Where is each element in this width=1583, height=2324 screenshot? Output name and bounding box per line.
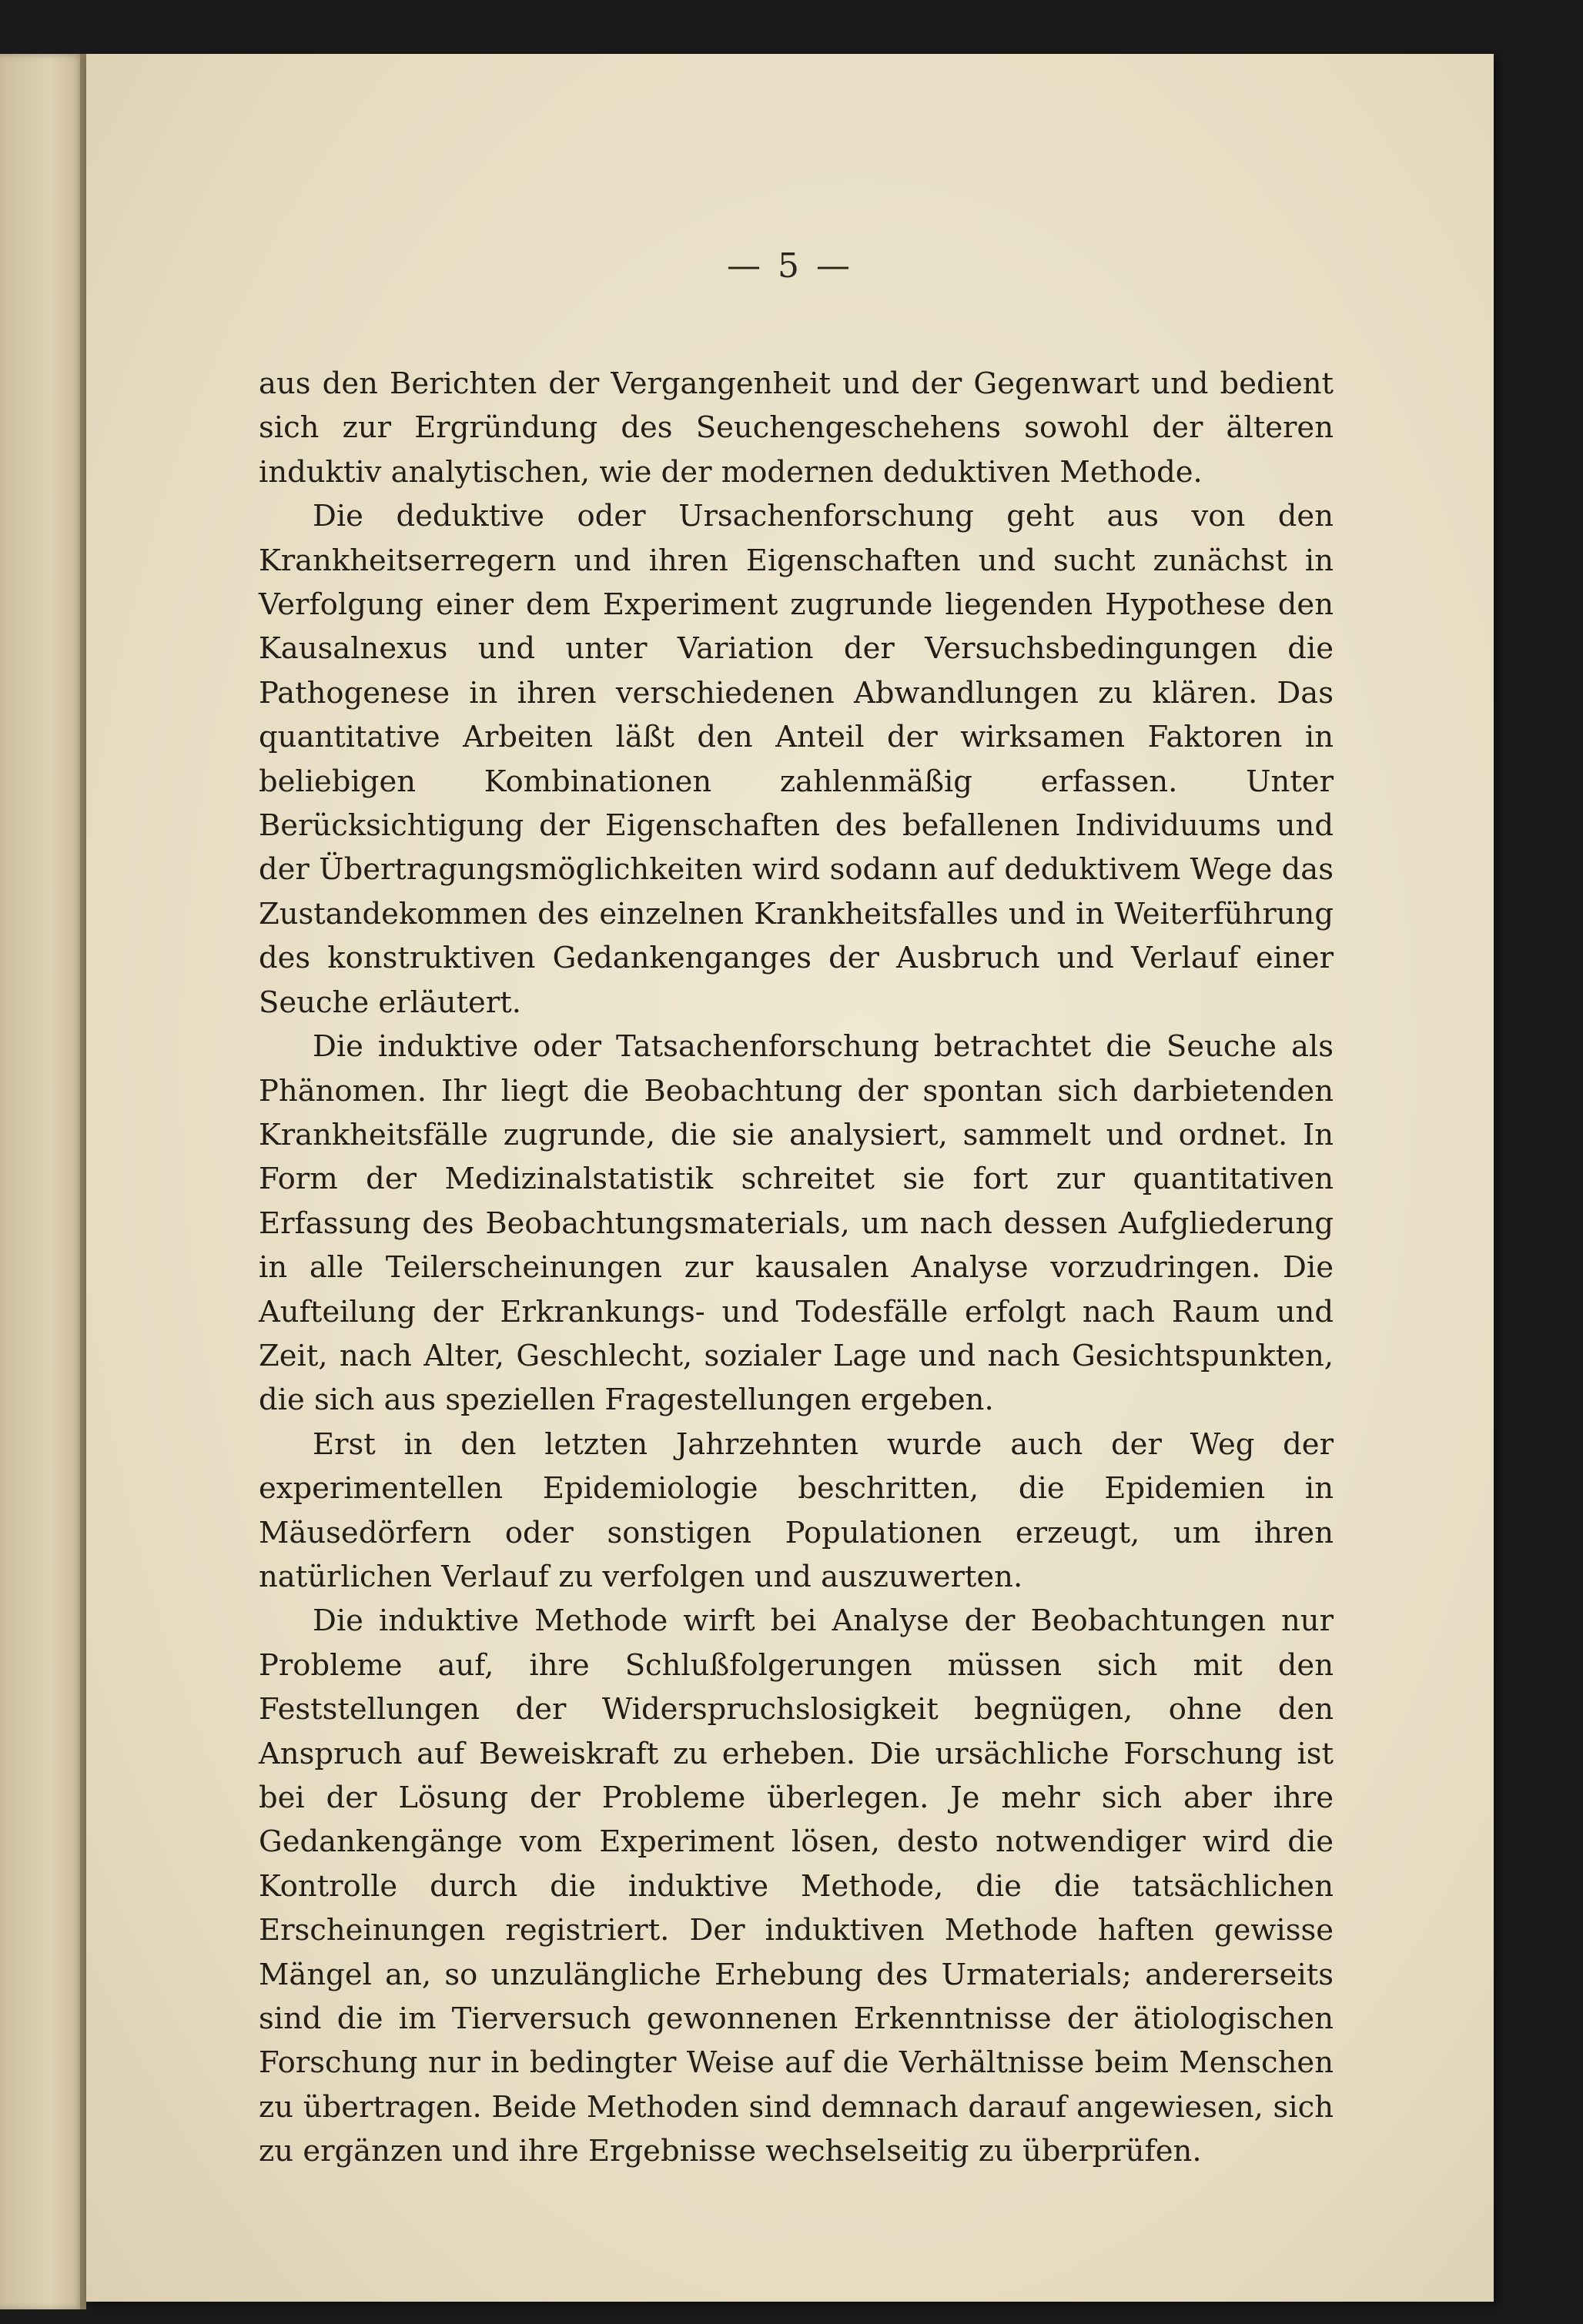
previous-page-edge xyxy=(0,54,85,2309)
book-page xyxy=(86,54,1494,2302)
body-text xyxy=(259,362,1334,2174)
page-number: — 5 — xyxy=(727,246,853,286)
paragraph-4: Erst in den letzten Jahrzehnten wurde auch der Weg der experimentellen Epidemiologie beschritten, die Epidemien in Mäusedörfern oder sonstigen Populationen erzeugt, um ihren natürlichen Verlauf zu verfolgen und auszuwerten. xyxy=(259,1426,1334,1594)
paragraph-5: Die induktive Methode wirft bei Analyse der Beobachtungen nur Probleme auf, ihre Schlußfolgerungen müssen sich mit den Feststellungen der Widerspruchslosigkeit begnügen, ohne den Anspruch auf Beweiskraft zu erheben. Die ursächliche Forschung ist bei der Lösung der Probleme überlegen. Je mehr sich aber ihre Gedankengänge vom Experiment lösen, desto notwendiger wird die Kontrolle durch die induktive Methode, die die tatsächlichen Erscheinungen registriert. Der induktiven Methode haften gewisse Mängel an, so unzulängliche Erhebung des Urmaterials; andererseits sind die im Tierversuch gewonnenen Erkenntnisse der ätiologischen Forschung nur in bedingter Weise auf die Verhältnisse beim Menschen zu übertragen. Beide Methoden sind demnach darauf angewiesen, sich zu ergänzen und ihre Ergebnisse wechselseitig zu überprüfen. xyxy=(259,1603,1334,2169)
paragraph-3: Die induktive oder Tatsachenforschung betrachtet die Seuche als Phänomen. Ihr liegt die Beobachtung der spontan sich darbietenden Krankheitsfälle zugrunde, die sie analysiert, sammelt und ordnet. In Form der Medizinalstatistik schreitet sie fort zur quantitativen Erfassung des Beobachtungsmaterials, um nach dessen Aufgliederung in alle Teilerscheinungen zur kausalen Analyse vorzudringen. Die Aufteilung der Erkrankungs- und Todesfälle erfolgt nach Raum und Zeit, nach Alter, Geschlecht, sozialer Lage und nach Gesichtspunkten, die sich aus speziellen Fragestellungen ergeben. xyxy=(259,1029,1334,1418)
paragraph-1: aus den Berichten der Vergangenheit und der Gegenwart und bedient sich zur Ergründung des Seuchengeschehens sowohl der älteren induktiv analytischen, wie der modernen deduktiven Methode. xyxy=(259,366,1334,490)
book-gutter xyxy=(80,54,86,2309)
paragraph-2: Die deduktive oder Ursachenforschung geht aus von den Krankheitserregern und ihren Eigenschaften und sucht zunächst in Verfolgung einer dem Experiment zugrunde liegenden Hypothese den Kausalnexus und unter Variation der Versuchsbedingungen die Pathogenese in ihren verschiedenen Abwandlungen zu klären. Das quantitative Arbeiten läßt den Anteil der wirksamen Faktoren in beliebigen Kombinationen zahlenmäßig erfassen. Unter Berücksichtigung der Eigenschaften des befallenen Individuums und der Übertragungsmöglichkeiten wird sodann auf deduktivem Wege das Zustandekommen des einzelnen Krankheitsfalles und in Weiterführung des konstruktiven Gedankenganges der Ausbruch und Verlauf einer Seuche erläutert. xyxy=(259,499,1334,1020)
